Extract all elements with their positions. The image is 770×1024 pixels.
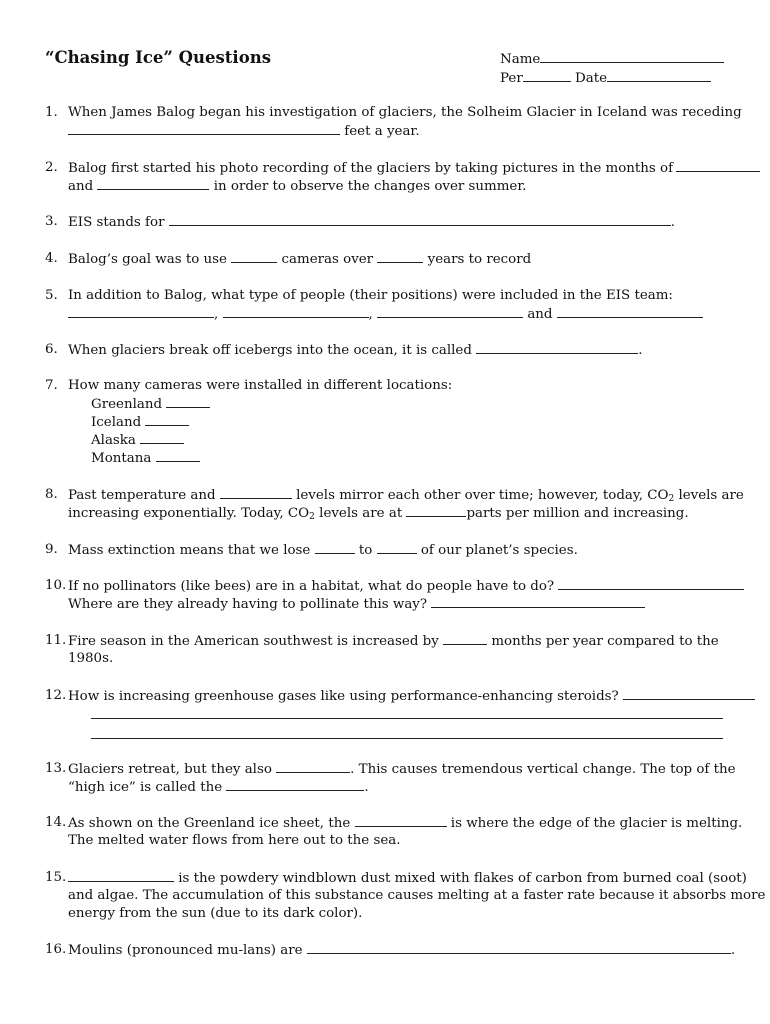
answer-blank[interactable] <box>145 413 189 426</box>
answer-blank[interactable] <box>68 869 174 882</box>
answer-blank[interactable] <box>97 177 209 190</box>
answer-blank[interactable] <box>558 577 744 590</box>
answer-blank[interactable] <box>226 778 364 791</box>
question-7-iceland: Iceland <box>91 413 189 432</box>
answer-line[interactable] <box>91 738 723 739</box>
answer-blank[interactable] <box>377 541 417 554</box>
date-field[interactable] <box>607 69 711 82</box>
answer-blank[interactable] <box>156 449 200 462</box>
answer-blank[interactable] <box>223 305 369 318</box>
question-2-text: Balog first started his photo recording of the glaciers by taking pictures in the months of <box>68 159 760 178</box>
question-1-text: When James Balog began his investigation of glaciers, the Solheim Glacier in Iceland was receding <box>68 105 742 120</box>
answer-blank[interactable] <box>406 504 466 517</box>
answer-blank[interactable] <box>140 431 184 444</box>
answer-blank[interactable] <box>355 814 447 827</box>
page-title: “Chasing Ice” Questions <box>45 48 271 67</box>
answer-blank[interactable] <box>623 687 755 700</box>
question-11-text: Fire season in the American southwest is increased by months per year compared to the <box>68 634 719 649</box>
name-row <box>500 50 724 67</box>
question-number: 2. <box>45 160 58 175</box>
question-number: 1. <box>45 105 58 120</box>
answer-blank[interactable] <box>476 341 638 354</box>
per-date-row <box>500 69 711 86</box>
answer-blank[interactable] <box>231 250 277 263</box>
question-15-text: is the powdery windblown dust mixed with flakes of carbon from burned coal (soot) <box>68 869 747 888</box>
question-number: 13. <box>45 761 67 776</box>
name-field[interactable] <box>540 50 724 63</box>
question-number: 4. <box>45 251 58 266</box>
question-13-text: Glaciers retreat, but they also . This causes tremendous vertical change. The top of the <box>68 762 736 777</box>
question-10-text: If no pollinators (like bees) are in a habitat, what do people have to do? <box>68 577 744 596</box>
question-11-line2: 1980s. <box>68 651 114 666</box>
answer-blank[interactable] <box>68 305 214 318</box>
question-2-line2: and in order to observe the changes over summer. <box>68 179 527 194</box>
answer-blank[interactable] <box>676 159 760 172</box>
answer-blank[interactable] <box>557 305 703 318</box>
question-number: 6. <box>45 342 58 357</box>
question-7-greenland: Greenland <box>91 395 210 414</box>
per-field[interactable] <box>523 69 571 82</box>
question-14-text: As shown on the Greenland ice sheet, the is where the edge of the glacier is melting. <box>68 816 743 831</box>
question-5-line2: , , and <box>68 305 703 324</box>
question-number: 11. <box>45 633 67 648</box>
per-label: Per <box>500 71 523 86</box>
question-7-montana: Montana <box>91 449 200 468</box>
answer-blank[interactable] <box>276 760 350 773</box>
answer-blank[interactable] <box>431 595 645 608</box>
question-number: 16. <box>45 942 67 957</box>
question-16-text: Moulins (pronounced mu-lans) are . <box>68 943 736 958</box>
question-number: 8. <box>45 487 58 502</box>
question-4-text: Balog’s goal was to use cameras over years to record <box>68 252 532 267</box>
answer-line[interactable] <box>91 718 723 719</box>
answer-blank[interactable] <box>377 250 423 263</box>
question-14-line2: The melted water flows from here out to the sea. <box>68 833 401 848</box>
question-15-line3: energy from the sun (due to its dark color). <box>68 906 363 921</box>
question-number: 3. <box>45 214 58 229</box>
date-label: Date <box>575 71 608 86</box>
question-3-text: EIS stands for . <box>68 215 676 230</box>
answer-blank[interactable] <box>68 122 340 135</box>
question-8-line2: increasing exponentially. Today, $CO_2$ levels are at parts per million and increasing. <box>68 506 689 522</box>
answer-blank[interactable] <box>377 305 523 318</box>
question-8-text: Past temperature and levels mirror each other over time; however, today, $CO_2$ levels are <box>68 488 744 504</box>
question-9-text: Mass extinction means that we lose to of our planet’s species. <box>68 543 578 558</box>
question-7-alaska: Alaska <box>91 431 184 450</box>
question-10-line2: Where are they already having to pollinate this way? <box>68 595 645 614</box>
question-number: 14. <box>45 815 67 830</box>
answer-blank[interactable] <box>169 213 671 226</box>
question-number: 5. <box>45 288 58 303</box>
question-number: 15. <box>45 870 67 885</box>
answer-blank[interactable] <box>220 486 292 499</box>
question-12-text: How is increasing greenhouse gases like using performance-enhancing steroids? <box>68 687 755 706</box>
answer-blank[interactable] <box>443 632 487 645</box>
question-15-line2: and algae. The accumulation of this substance causes melting at a faster rate because it absorbs more <box>68 888 766 903</box>
question-number: 9. <box>45 542 58 557</box>
question-5-text: In addition to Balog, what type of people (their positions) were included in the EIS team: <box>68 288 673 303</box>
question-number: 10. <box>45 578 67 593</box>
question-number: 12. <box>45 688 67 703</box>
question-number: 7. <box>45 378 58 393</box>
answer-blank[interactable] <box>166 395 210 408</box>
answer-blank[interactable] <box>315 541 355 554</box>
question-7-text: How many cameras were installed in different locations: <box>68 378 453 393</box>
answer-blank[interactable] <box>307 941 731 954</box>
question-13-line2: “high ice” is called the . <box>68 780 369 795</box>
question-1-line2: feet a year. <box>68 122 420 141</box>
question-6-text: When glaciers break off icebergs into the ocean, it is called . <box>68 343 643 358</box>
name-label: Name <box>500 52 541 67</box>
